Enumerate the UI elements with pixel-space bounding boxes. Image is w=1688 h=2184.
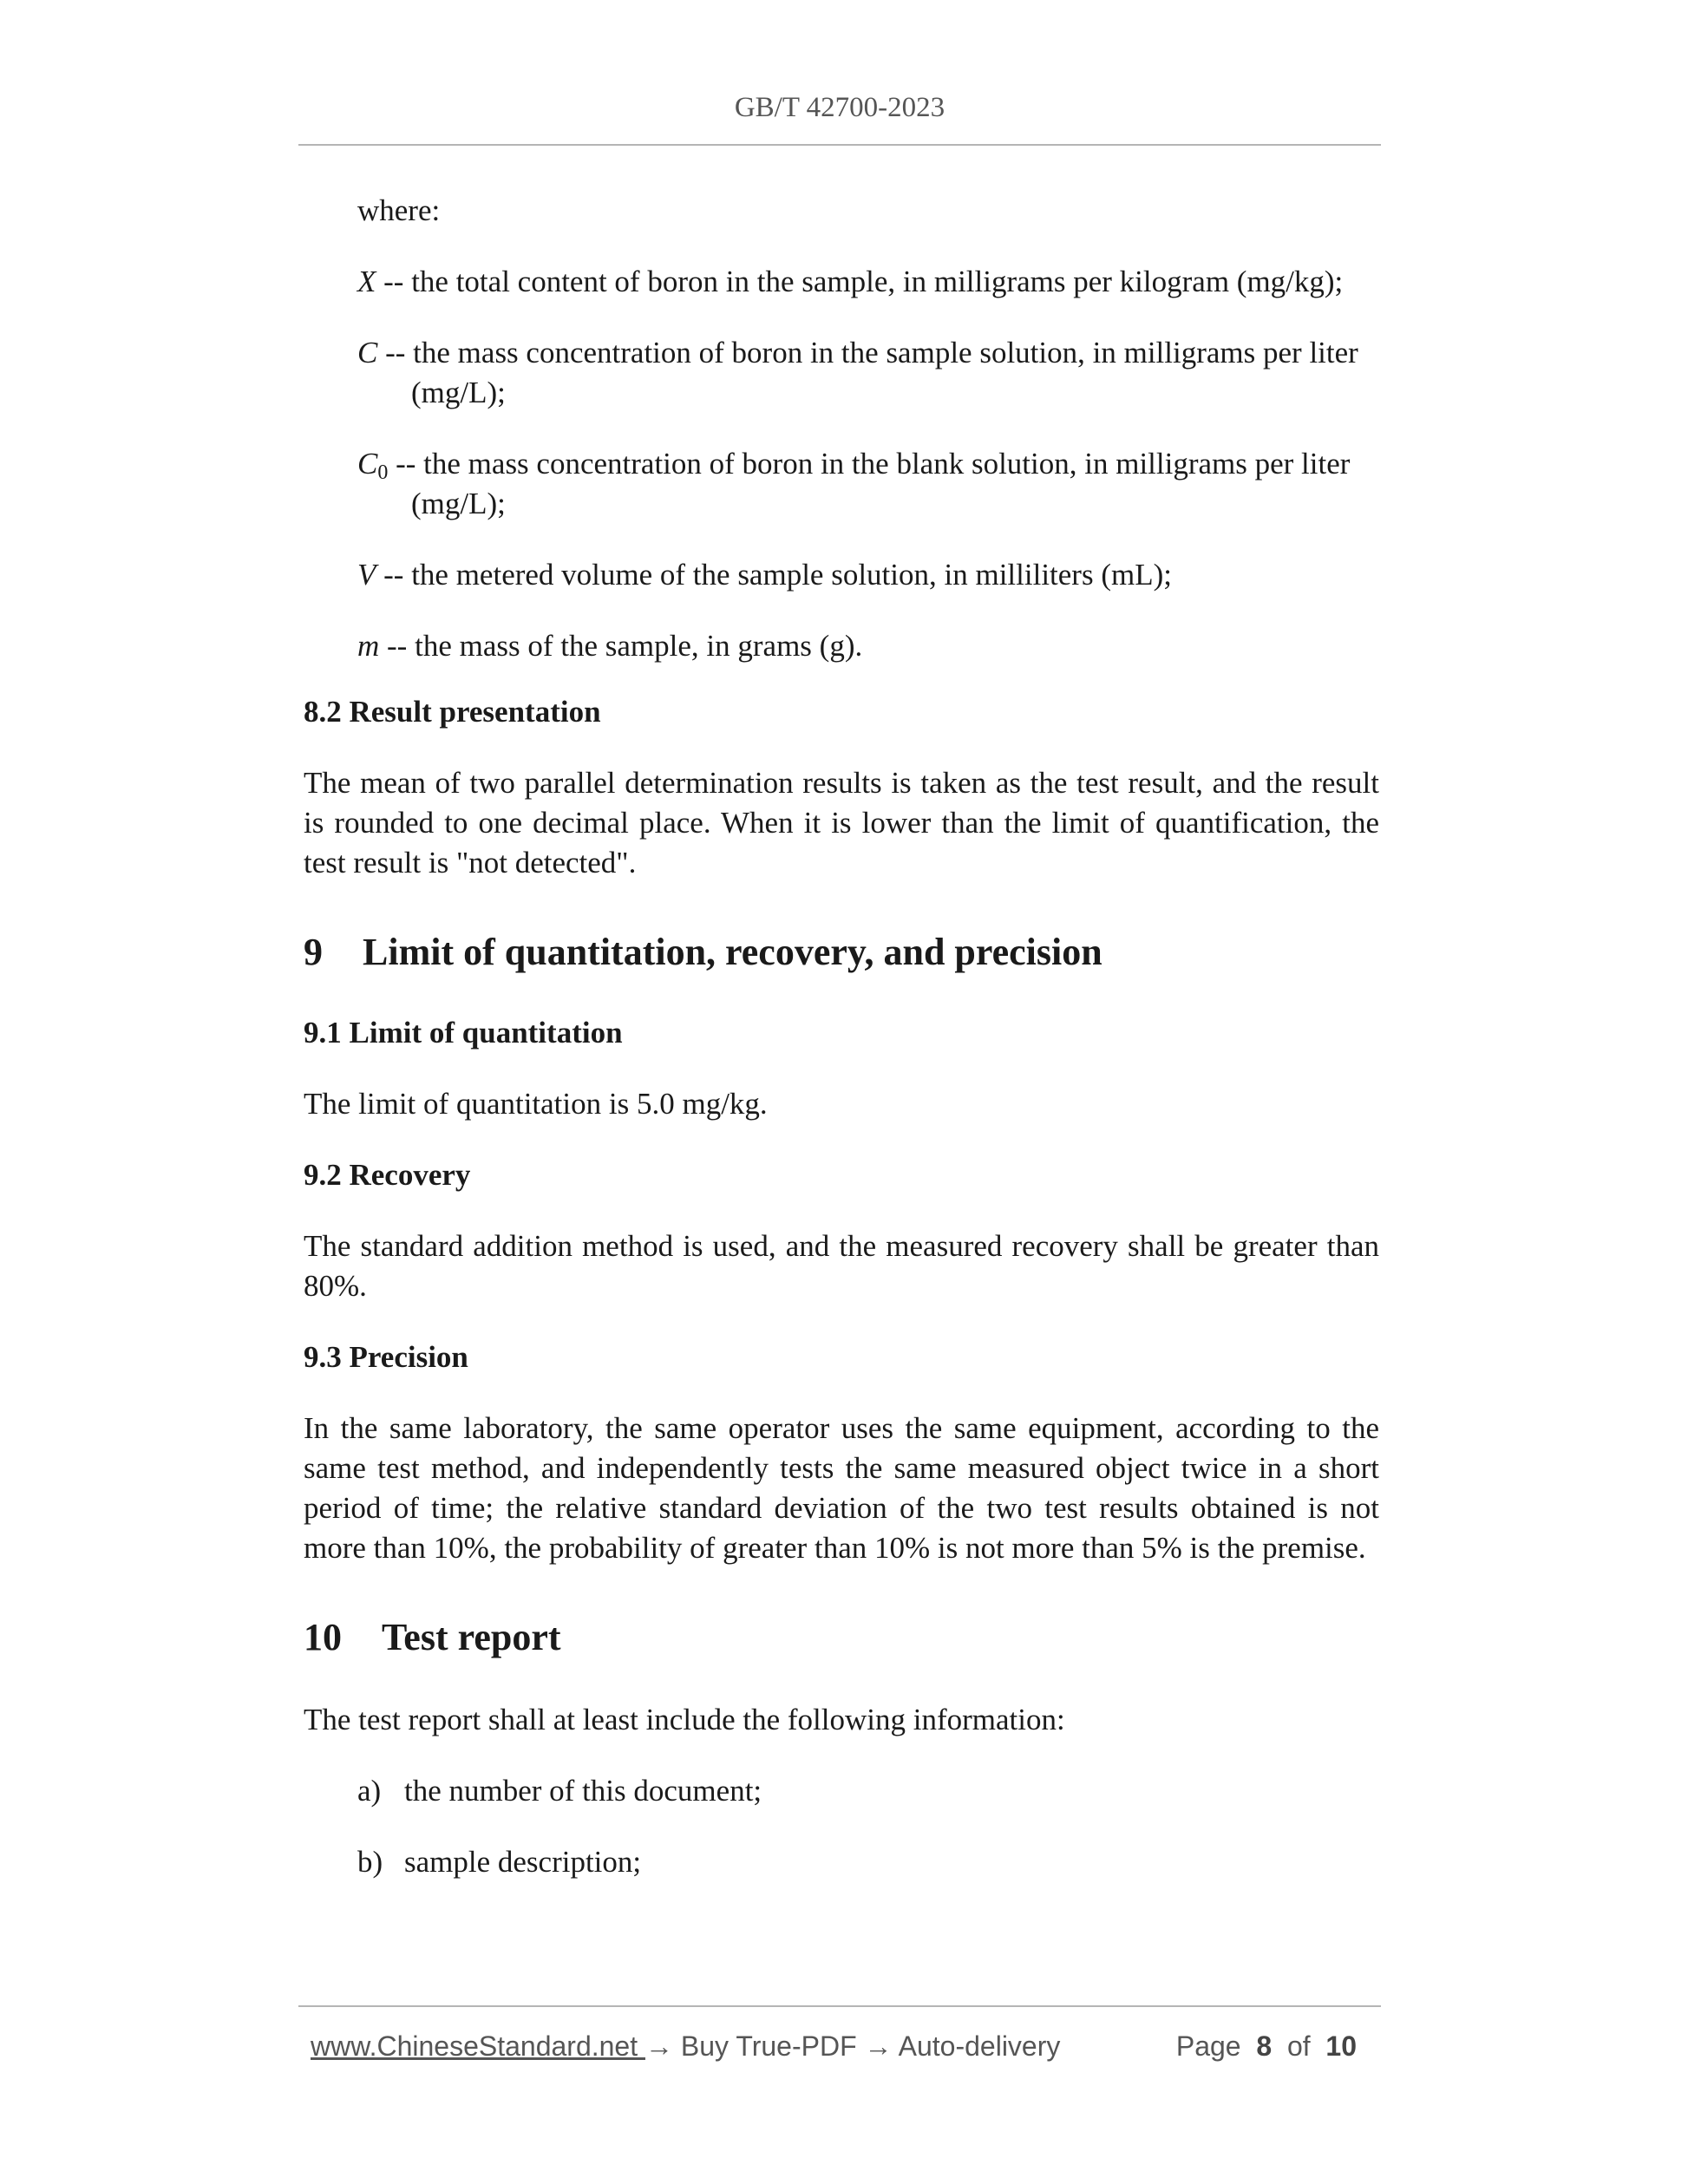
list-marker: b)	[357, 1845, 383, 1879]
definition-symbol: C	[357, 447, 378, 481]
section-9-2-heading: 9.2 Recovery	[304, 1158, 471, 1192]
definitions-block	[304, 191, 1379, 666]
website-link[interactable]: www.ChineseStandard.net	[311, 2030, 645, 2062]
page-label: Page	[1175, 2030, 1241, 2062]
section-title: Limit of quantitation, recovery, and precision	[363, 931, 1102, 973]
definition-symbol: C	[357, 336, 378, 369]
definition-symbol: X	[357, 265, 376, 298]
definition-text: -- the mass concentration of boron in the blank solution, in milligrams per liter (mg/L);	[388, 447, 1351, 520]
list-item	[357, 1771, 1379, 1811]
section-9-2-text: The standard addition method is used, and the measured recovery shall be greater than 80%.	[304, 1229, 1379, 1303]
section-10-intro: The test report shall at least include the following information:	[304, 1703, 1065, 1736]
section-title: Test report	[382, 1616, 561, 1658]
section-10-heading	[304, 1613, 1379, 1662]
section-9-3-heading: 9.3 Precision	[304, 1340, 468, 1374]
definition-item	[357, 555, 1379, 595]
page-indicator	[1176, 2024, 1357, 2068]
list-item-text: sample description;	[404, 1845, 642, 1879]
list-marker: a)	[357, 1774, 382, 1808]
page-content	[304, 191, 1379, 1913]
section-9-1-heading: 9.1 Limit of quantitation	[304, 1016, 623, 1049]
definition-item	[357, 333, 1379, 413]
page-footer	[311, 2024, 1369, 2068]
header-standard-number: GB/T 42700-2023	[734, 92, 945, 123]
definition-symbol: m	[357, 629, 380, 663]
header-divider	[298, 144, 1381, 146]
definition-subscript: 0	[377, 461, 389, 484]
section-number: 10	[304, 1616, 342, 1658]
page-total: 10	[1325, 2030, 1357, 2062]
footer-divider	[298, 2005, 1381, 2007]
definition-item	[357, 262, 1379, 302]
definition-item	[357, 626, 1379, 666]
of-label: of	[1286, 2030, 1311, 2062]
section-9-1-text: The limit of quantitation is 5.0 mg/kg.	[304, 1087, 768, 1121]
report-items-list	[304, 1771, 1379, 1882]
definition-text: -- the mass concentration of boron in the sample solution, in milligrams per liter (mg/L);	[377, 336, 1358, 409]
footer-promo-text: → Buy True-PDF → Auto-delivery	[645, 2030, 1061, 2062]
section-8-2-heading: 8.2 Result presentation	[304, 695, 601, 729]
footer-promo	[311, 2024, 1060, 2068]
definition-text: -- the total content of boron in the sample, in milligrams per kilogram (mg/kg);	[376, 265, 1344, 298]
page-number: 8	[1256, 2030, 1273, 2062]
definition-text: -- the metered volume of the sample solution, in milliliters (mL);	[376, 558, 1172, 592]
section-number: 9	[304, 931, 323, 973]
list-item-text: the number of this document;	[404, 1774, 762, 1808]
section-8-2-text: The mean of two parallel determination results is taken as the test result, and the result is rounded to one decimal place. When it is lower than the limit of quantification, the test result is "not detected".	[304, 766, 1379, 879]
definition-symbol: V	[357, 558, 376, 592]
section-9-3-text: In the same laboratory, the same operator uses the same equipment, according to the same test method, and independently tests the same measured object twice in a short period of time; the relative standard deviation of the two test results obtained is not more than 10%, the probability of greater than 10% is not more than 5% is the premise.	[304, 1411, 1379, 1565]
definition-text: -- the mass of the sample, in grams (g).	[379, 629, 863, 663]
section-9-heading	[304, 928, 1379, 977]
where-label: where:	[357, 193, 441, 227]
list-item	[357, 1842, 1379, 1882]
definition-item	[357, 444, 1379, 524]
